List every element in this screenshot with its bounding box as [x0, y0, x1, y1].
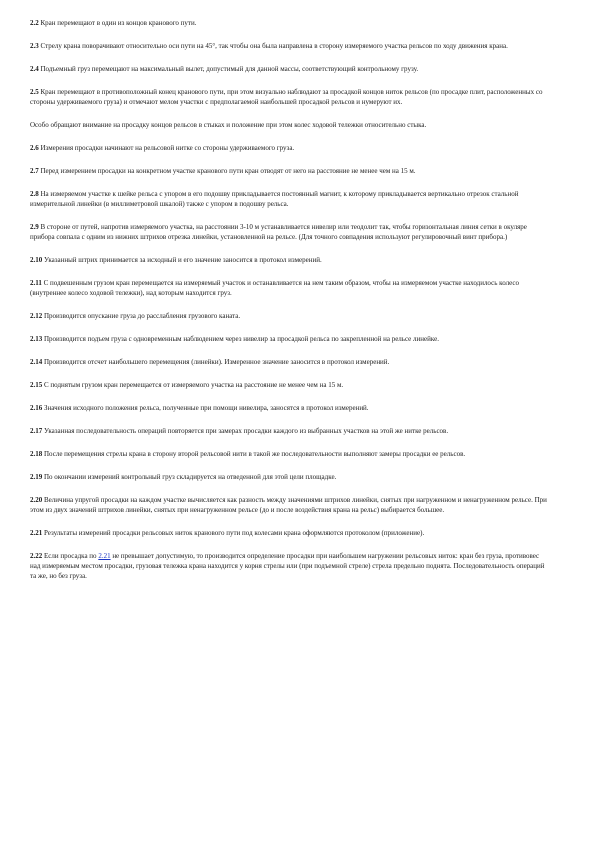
paragraph-text: Производится опускание груза до расслабления грузового каната. [42, 312, 241, 320]
paragraph-text: С подвешенным грузом кран перемещается на измеряемый участок и останавливается на нем таким образом, чтобы на измеряемом участке находилось колесо (внутреннее колесо ходовой тележки), над которым находится груз. [30, 279, 519, 297]
paragraph-2-11 [30, 278, 549, 298]
paragraph-number: 2.12 [30, 312, 43, 320]
paragraph-text: Стрелу крана поворачивают относительно оси пути на 45°, так чтобы она была направлена в сторону измеряемого участка рельсов по ходу движения крана. [38, 42, 508, 50]
paragraph-2-21 [30, 528, 549, 538]
paragraph-text: Указанный штрих принимается за исходный и его значение заносится в протокол измерений. [42, 256, 322, 264]
paragraph-2-13 [30, 334, 549, 344]
paragraph-number: 2.18 [30, 450, 43, 458]
paragraph-number: 2.7 [30, 167, 39, 175]
paragraph-text: Подъемный груз перемещают на максимальный вылет, допустимый для данной массы, соответствующий контрольному грузу. [38, 65, 419, 73]
paragraph-number: 2.14 [30, 358, 43, 366]
paragraph-number: 2.13 [30, 335, 43, 343]
paragraph-2-5 [30, 87, 549, 107]
paragraph-text: С поднятым грузом кран перемещается от измеряемого участка на расстояние не менее чем на 15 м. [42, 381, 344, 389]
paragraph-text: Перед измерением просадки на конкретном участке кранового пути кран отводят от него на расстояние не менее чем на 15 м. [38, 167, 416, 175]
paragraph-2-10 [30, 255, 549, 265]
paragraph-2-2 [30, 18, 549, 28]
paragraph-2-7 [30, 166, 549, 176]
paragraph-number: 2.4 [30, 65, 39, 73]
paragraph-number: 2.20 [30, 496, 43, 504]
paragraph-text: Результаты измерений просадки рельсовых ниток кранового пути под колесами крана оформляются протоколом (приложение). [42, 529, 425, 537]
paragraph-number: 2.19 [30, 473, 43, 481]
paragraph-number: 2.10 [30, 256, 43, 264]
paragraph-text: Кран перемещают в один из концов кранового пути. [38, 19, 197, 27]
paragraph-number: 2.15 [30, 381, 43, 389]
paragraph-number: 2.21 [30, 529, 43, 537]
paragraph-2-20 [30, 495, 549, 515]
paragraph-number: 2.5 [30, 88, 39, 96]
paragraph-2-15 [30, 380, 549, 390]
paragraph-text-before: Если просадка по [42, 552, 99, 560]
paragraph-text: Величина упругой просадки на каждом участке вычисляется как разность между значениями штрихов линейки, снятых при нагруженном и ненагруженном рельсе. При этом из двух значений штрихов линейки, снятых при ненагруженном рельсе (до и после воздействия крана на рельс) выбирается большее. [30, 496, 547, 514]
paragraph-number: 2.2 [30, 19, 39, 27]
paragraph-text: После перемещения стрелы крана в сторону второй рельсовой нити в такой же последовательности выполняют замеры просадки ее рельсов. [42, 450, 466, 458]
paragraph-number: 2.16 [30, 404, 43, 412]
paragraph-note [30, 120, 549, 130]
paragraph-2-18 [30, 449, 549, 459]
paragraph-2-9 [30, 222, 549, 242]
paragraph-text: Указанная последовательность операций повторяется при замерах просадки каждого из выбранных участков на этой же нитке рельсов. [42, 427, 449, 435]
paragraph-2-17 [30, 426, 549, 436]
paragraph-2-22 [30, 551, 549, 581]
paragraph-text: Значения исходного положения рельса, полученные при помощи нивелира, заносятся в протокол измерений. [42, 404, 369, 412]
paragraph-text: Производится отсчет наибольшего перемещения (линейки). Измеренное значение заносится в протокол измерений. [42, 358, 390, 366]
paragraph-text: Производится подъем груза с одновременным наблюдением через нивелир за просадкой рельса по закрепленной на рельсе линейке. [42, 335, 439, 343]
paragraph-text: По окончании измерений контрольный груз складируется на отведенной для этой цели площадке. [42, 473, 337, 481]
paragraph-text: Особо обращают внимание на просадку концов рельсов в стыках и положение при этом колес ходовой тележки относительно стыка. [30, 121, 427, 129]
paragraph-text: На измеряемом участке к шейке рельса с упором в его подошву прикладывается постоянный магнит, к которому прикладывается вертикально отрезок стальной измерительной линейки (в миллиметровой шкалой) также с упором в подошву рельса. [30, 190, 519, 208]
paragraph-number: 2.3 [30, 42, 39, 50]
clause-2-21-link[interactable]: 2.21 [98, 552, 111, 560]
paragraph-number: 2.6 [30, 144, 39, 152]
paragraph-text: В стороне от путей, напротив измеряемого участка, на расстоянии 3-10 м устанавливается нивелир или теодолит так, чтобы горизонтальная линия сетки в окуляре прибора совпала с одним из нижних штрихов отрезка линейки, установленной на рельсе. (Для точного совпадения используют регулировочный винт прибора.) [30, 223, 527, 241]
paragraph-2-6 [30, 143, 549, 153]
paragraph-2-8 [30, 189, 549, 209]
paragraph-2-16 [30, 403, 549, 413]
paragraph-number: 2.9 [30, 223, 39, 231]
paragraph-number: 2.22 [30, 552, 43, 560]
paragraph-2-12 [30, 311, 549, 321]
paragraph-2-14 [30, 357, 549, 367]
paragraph-2-3 [30, 41, 549, 51]
paragraph-2-19 [30, 472, 549, 482]
paragraph-number: 2.17 [30, 427, 43, 435]
paragraph-2-4 [30, 64, 549, 74]
paragraph-text: Кран перемещают в противоположный конец кранового пути, при этом визуально наблюдают за просадкой концов ниток рельсов (по просадке плит, расположенных со стороны удерживаемого груза) и отмечают мелом участки с предполагаемой наибольшей просадкой рельсов и нумеруют их. [30, 88, 543, 106]
paragraph-number: 2.8 [30, 190, 39, 198]
paragraph-text-after: не превышает допустимую, то производится определение просадки при наибольшем нагружении рельсовых ниток: кран без груза, противовес над измеряемым местом просадки, грузовая тележка крана находится у корня стрелы или (при подъемной стреле) стрела предельно поднята. Последовательность операций та же, но без груза. [30, 552, 545, 580]
paragraph-text: Измерения просадки начинают на рельсовой нитке со стороны удерживаемого груза. [38, 144, 295, 152]
paragraph-number: 2.11 [30, 279, 42, 287]
